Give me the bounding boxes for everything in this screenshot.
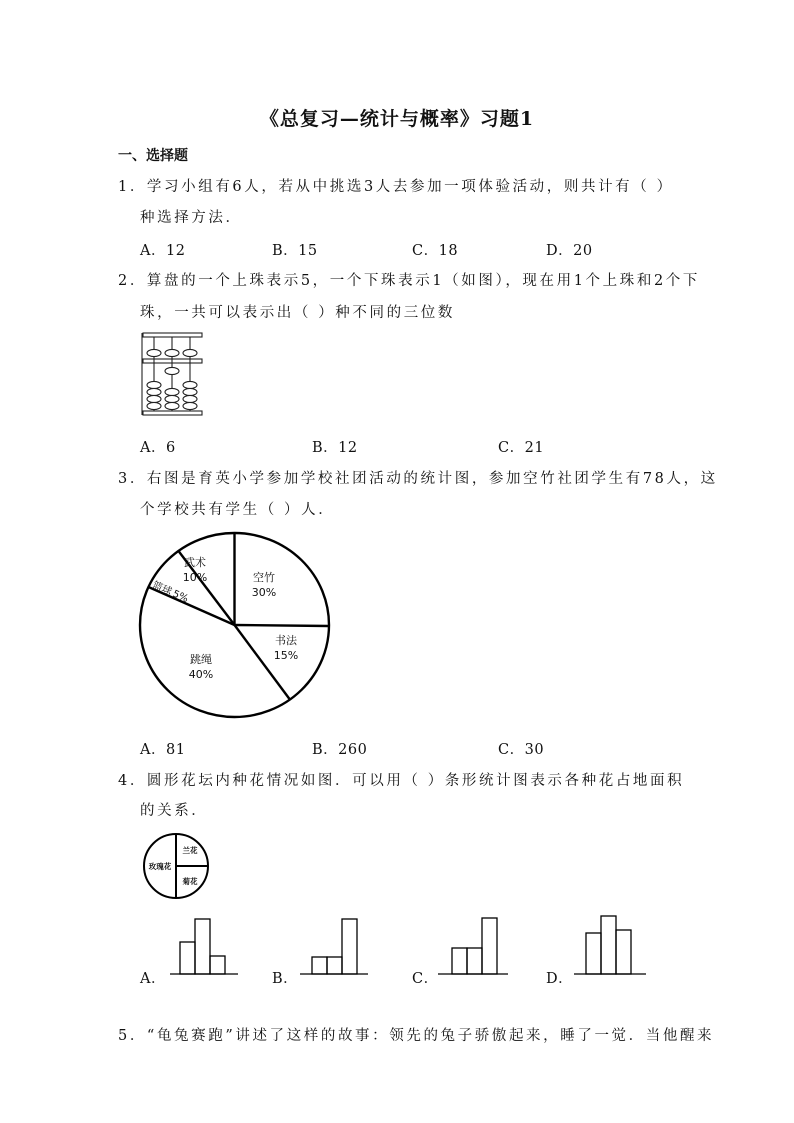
q4-line-2: 的关系． bbox=[140, 803, 209, 819]
q4-option-c: C． bbox=[412, 971, 439, 987]
pie-label-tiaosheng: 跳绳 bbox=[190, 653, 212, 666]
flower-label-juhua: 菊花 bbox=[182, 877, 198, 886]
q4-line-1: 4．圆形花坛内种花情况如图．可以用（ ）条形统计图表示各种花占地面积 bbox=[118, 773, 685, 789]
q2-option-b: B．12 bbox=[312, 440, 358, 456]
q3-option-c: C．30 bbox=[498, 742, 545, 758]
bar-option-c bbox=[430, 912, 510, 978]
q2-option-a: A．6 bbox=[140, 440, 176, 456]
q1-option-d: D．20 bbox=[546, 243, 593, 259]
pie-percent-tiaosheng: 40% bbox=[188, 668, 214, 681]
q2-line-2: 珠，一共可以表示出（ ）种不同的三位数 bbox=[140, 305, 456, 321]
bar-option-b bbox=[292, 912, 372, 978]
q2-line-1: 2．算盘的一个上珠表示5，一个下珠表示1（如图），现在用1个上珠和2个下 bbox=[118, 273, 700, 289]
pie-percent-wushu: 10% bbox=[182, 571, 208, 584]
q1-line-1: 1．学习小组有6人，若从中挑选3人去参加一项体验活动，则共计有（ ） bbox=[118, 179, 674, 195]
q4-option-d: D． bbox=[546, 971, 574, 987]
q5-line-1: 5．“龟兔赛跑”讲述了这样的故事：领先的兔子骄傲起来，睡了一觉．当他醒来 bbox=[118, 1028, 715, 1044]
pie-percent-kongzhu: 30% bbox=[251, 586, 277, 599]
pie-label-kongzhu: 空竹 bbox=[253, 571, 275, 584]
section-heading: 一、选择题 bbox=[118, 148, 188, 164]
pie-label-shufa: 书法 bbox=[275, 634, 297, 647]
pie-percent-lanqiu: 5% bbox=[170, 588, 190, 605]
q3-option-b: B．260 bbox=[312, 742, 368, 758]
q4-option-b: B． bbox=[272, 971, 299, 987]
pie-label-lanqiu: 篮球 bbox=[150, 580, 174, 598]
q3-line-2: 个学校共有学生（ ）人． bbox=[140, 502, 336, 518]
abacus-figure bbox=[140, 330, 206, 420]
q1-line-2: 种选择方法． bbox=[140, 210, 243, 226]
flower-bed-pie bbox=[141, 831, 211, 901]
bar-option-d bbox=[566, 908, 648, 978]
q2-option-c: C．21 bbox=[498, 440, 545, 456]
club-pie-chart bbox=[138, 530, 338, 722]
pie-label-wushu: 武术 bbox=[184, 556, 206, 569]
flower-label-lanhua: 兰花 bbox=[182, 846, 198, 855]
q4-option-a: A． bbox=[140, 971, 166, 987]
q1-option-a: A．12 bbox=[140, 243, 186, 259]
flower-label-meiguihua: 玫瑰花 bbox=[148, 862, 172, 871]
q3-line-1: 3．右图是育英小学参加学校社团活动的统计图，参加空竹社团学生有78人，这 bbox=[118, 471, 718, 487]
q1-option-c: C．18 bbox=[412, 243, 459, 259]
q3-option-a: A．81 bbox=[140, 742, 186, 758]
page-title: 《总复习—统计与概率》习题1 bbox=[259, 108, 535, 130]
q1-option-b: B．15 bbox=[272, 243, 318, 259]
bar-option-a bbox=[160, 912, 240, 978]
pie-percent-shufa: 15% bbox=[273, 649, 299, 662]
